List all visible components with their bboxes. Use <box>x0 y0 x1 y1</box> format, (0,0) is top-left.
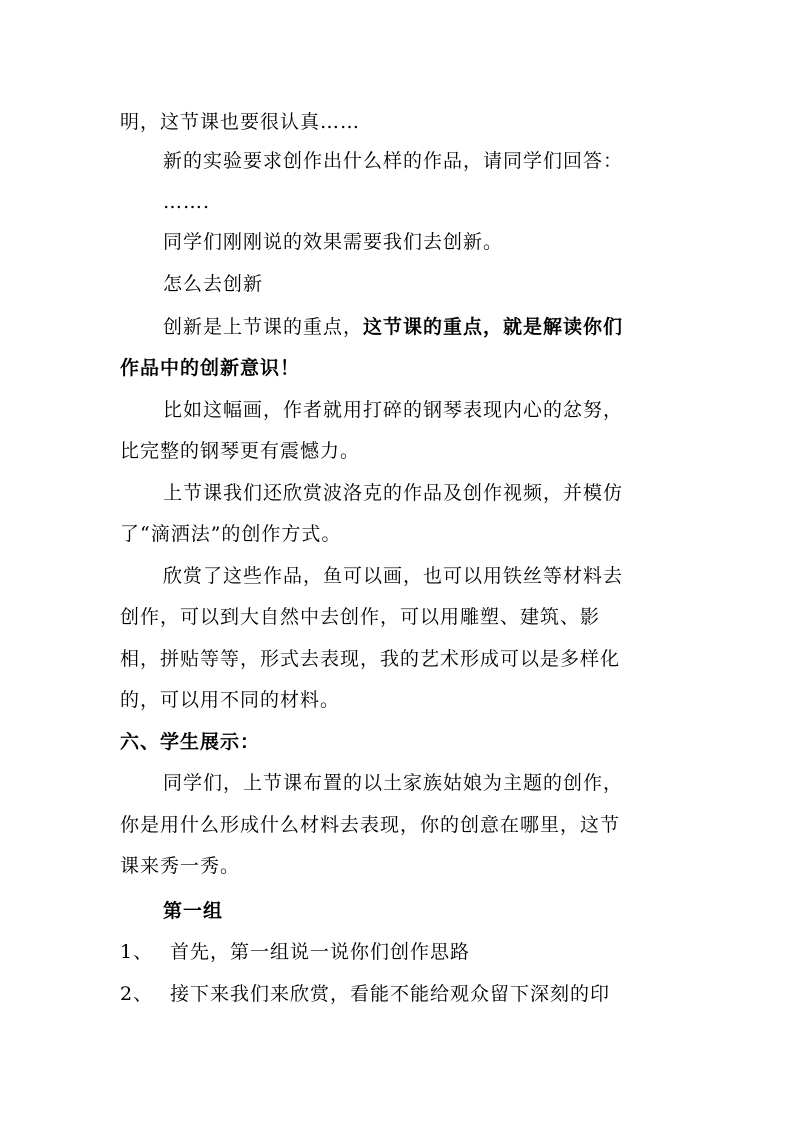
paragraph-line <box>163 315 623 339</box>
paragraph-line: 相，拼贴等等，形式去表现，我的艺术形成可以是多样化 <box>120 648 621 670</box>
paragraph-line: 创作，可以到大自然中去创作，可以用雕塑、建筑、影 <box>120 606 601 628</box>
emphasis-text: 这节课的重点，就是解读你们 <box>363 316 624 338</box>
list-item-number: 1、 <box>120 941 154 963</box>
paragraph-line: 了“滴洒法”的创作方式。 <box>120 523 342 545</box>
paragraph-line: 比如这幅画，作者就用打碎的钢琴表现内心的忿努， <box>163 399 624 421</box>
paragraph-line: 的，可以用不同的材料。 <box>120 689 341 711</box>
emphasis-line: 作品中的创新意识！ <box>120 357 301 379</box>
paragraph-line: 同学们刚刚说的效果需要我们去创新。 <box>163 231 504 253</box>
list-item-text: 首先，第一组说一说你们创作思路 <box>170 941 471 963</box>
paragraph-line: 新的实验要求创作出什么样的作品，请同学们回答： <box>163 150 624 172</box>
paragraph-text: 创新是上节课的重点， <box>163 316 364 338</box>
paragraph-line: ……. <box>163 191 211 213</box>
paragraph-line: 同学们，上节课布置的以土家族姑娘为主题的创作， <box>163 772 624 794</box>
paragraph-line: 上节课我们还欣赏波洛克的作品及创作视频，并模仿 <box>163 482 624 504</box>
section-heading: 六、学生展示： <box>120 731 261 753</box>
group-heading: 第一组 <box>163 900 224 922</box>
paragraph-line: 怎么去创新 <box>163 273 264 295</box>
list-item-text: 接下来我们来欣赏，看能不能给观众留下深刻的印 <box>170 983 611 1005</box>
paragraph-line: 比完整的钢琴更有震憾力。 <box>120 440 361 462</box>
paragraph-line: 课来秀一秀。 <box>120 855 241 877</box>
paragraph-line: 欣赏了这些作品，鱼可以画，也可以用铁丝等材料去 <box>163 565 624 587</box>
paragraph-line: 明，这节课也要很认真…… <box>120 111 361 133</box>
paragraph-line: 你是用什么形成什么材料去表现，你的创意在哪里，这节 <box>120 814 621 836</box>
list-item-number: 2、 <box>120 983 154 1005</box>
